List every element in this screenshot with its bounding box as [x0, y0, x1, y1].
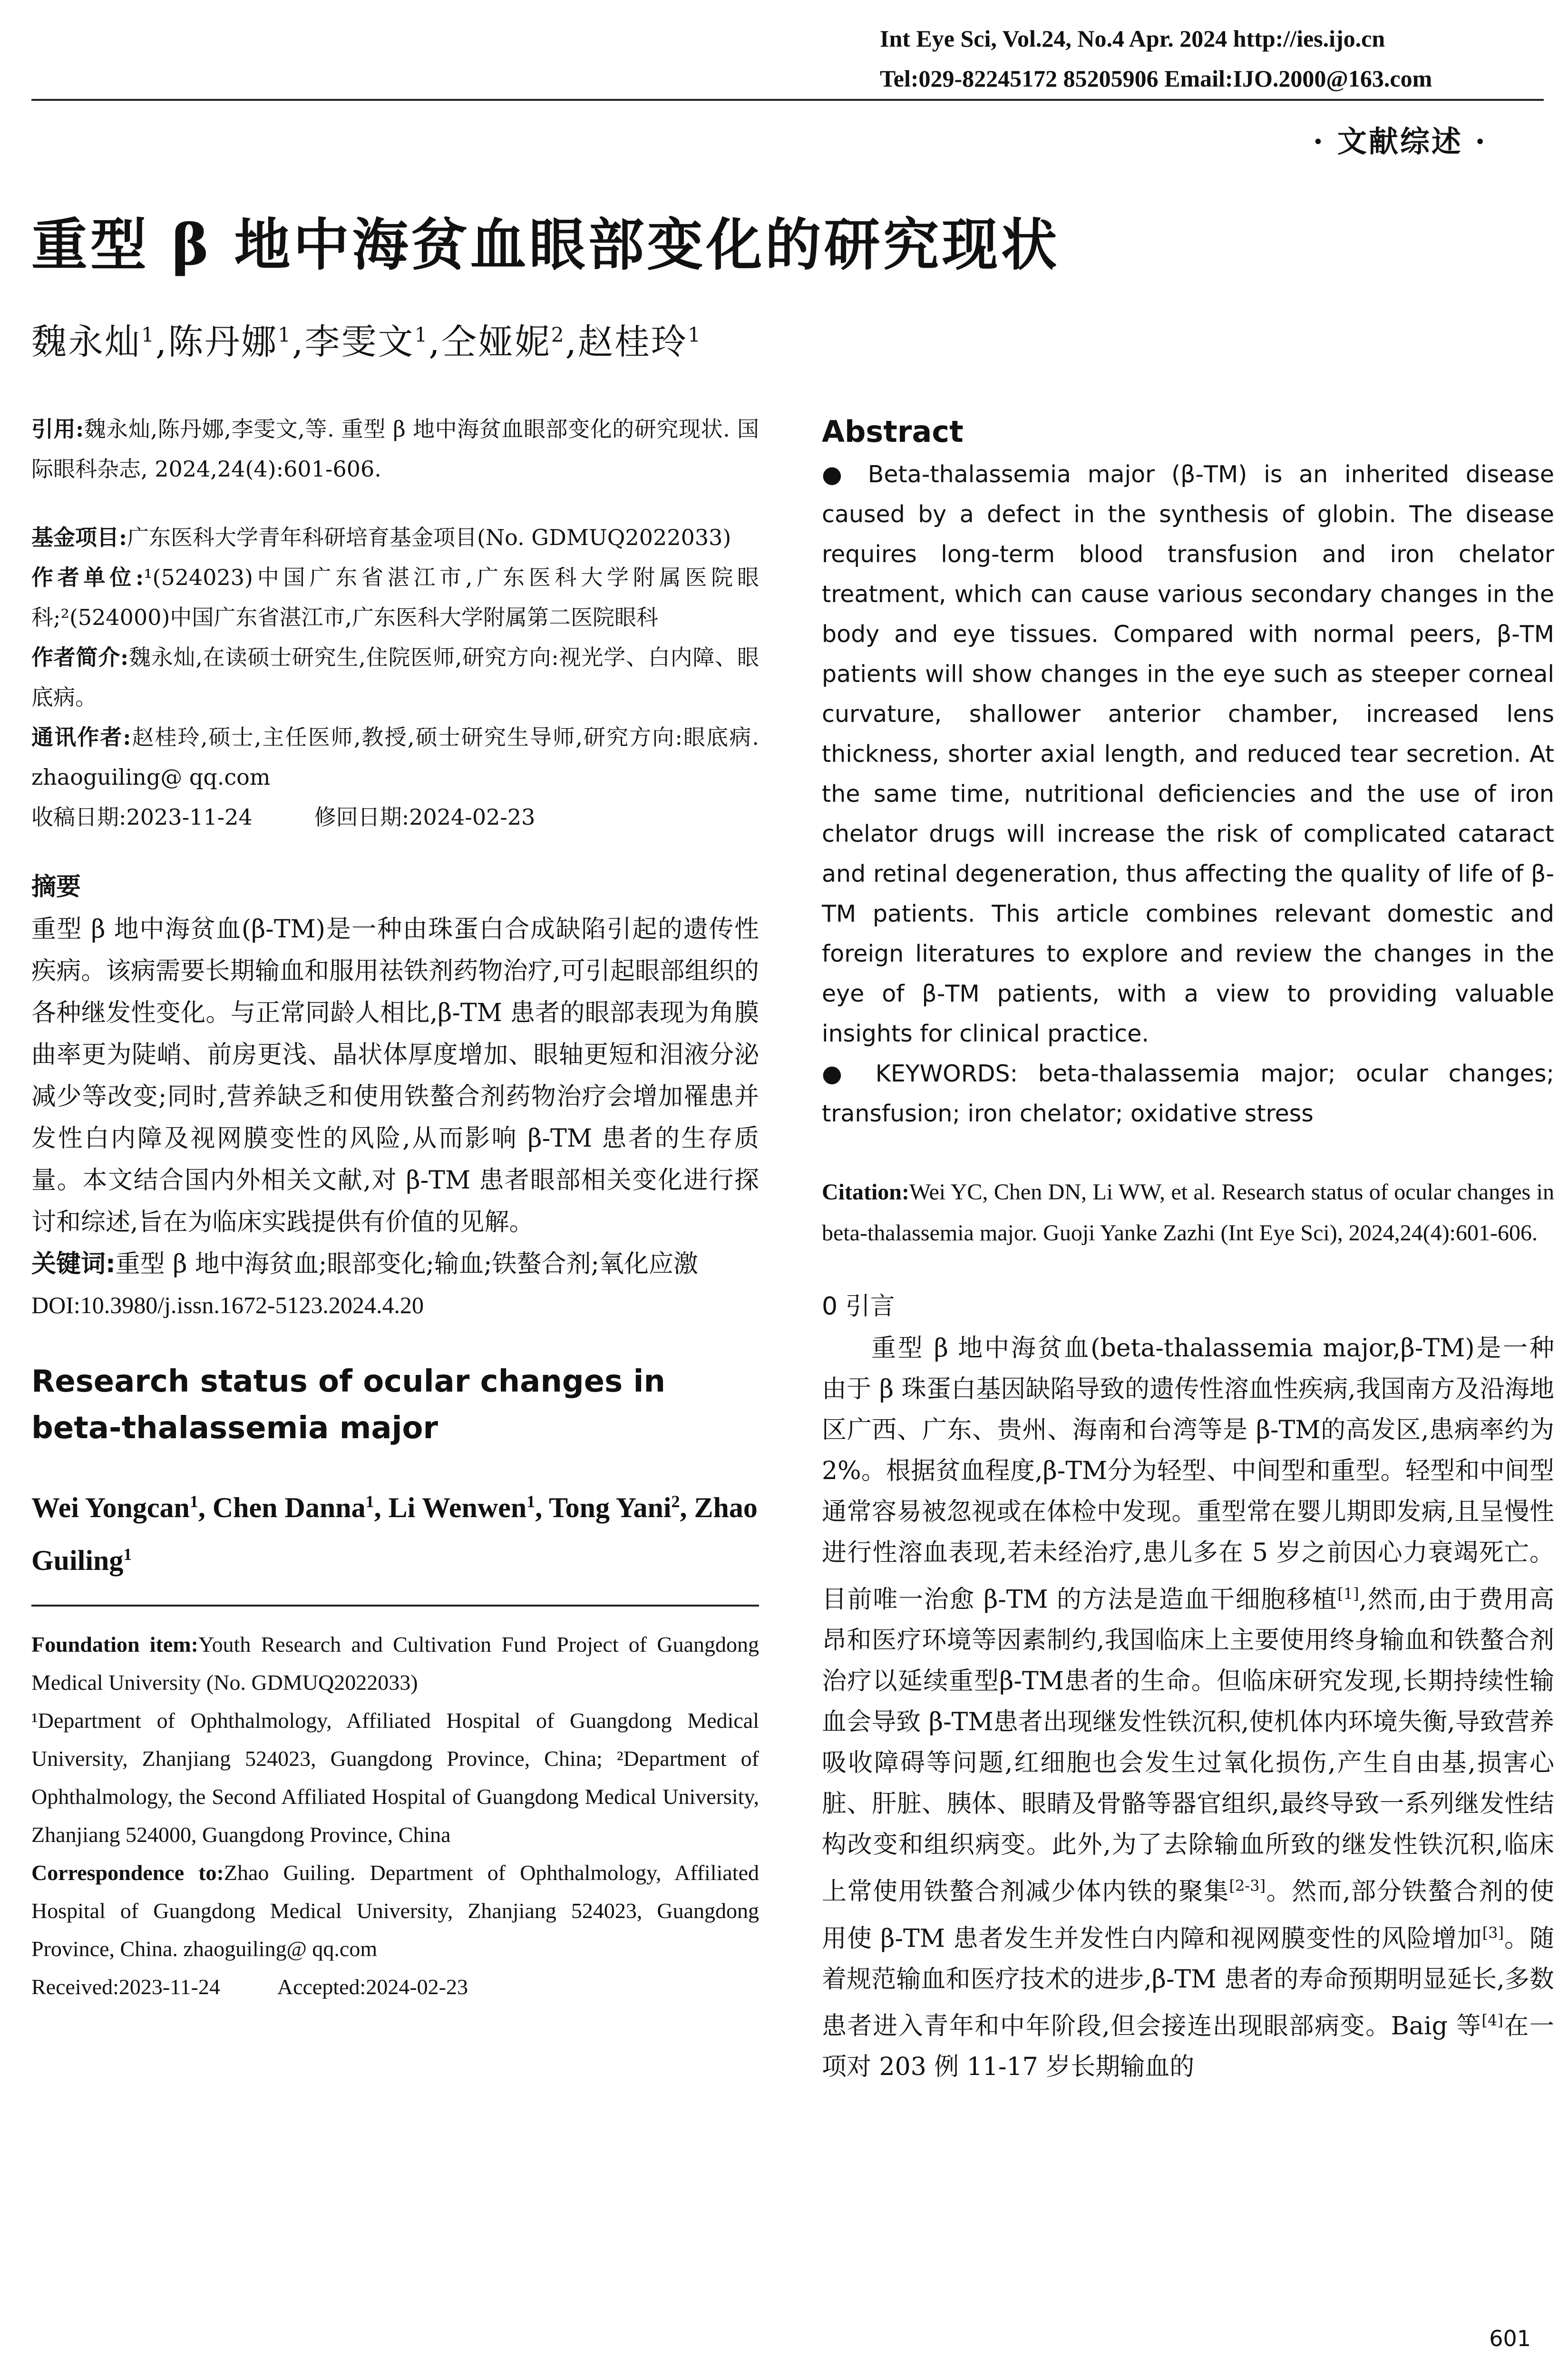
- abstract-cn-body: 重型 β 地中海贫血(β-TM)是一种由珠蛋白合成缺陷引起的遗传性疾病。该病需要长期输血和服用祛铁剂药物治疗,可引起眼部组织的各种继发性变化。与正常同龄人相比,β-TM 患者的眼部表现为角膜曲率更为陡峭、前房更浅、晶状体厚度增加、眼轴更短和泪液分泌减少等改变;同时,营养缺乏和使用铁螯合剂药物治疗会增加罹患并发性白内障及视网膜变性的风险,从而影响 β-TM 患者的生存质量。本文结合国内外相关文献,对 β-TM 患者眼部相关变化进行探讨和综述,旨在为临床实践提供有价值的见解。: [31, 915, 759, 1237]
- author-name-en: Li Wenwen: [388, 1492, 527, 1523]
- correspondence-en: [31, 1854, 759, 1968]
- keywords-en: ● KEYWORDS: beta-thalassemia major; ocular changes; transfusion; iron chelator; oxidative stress: [822, 1060, 1554, 1127]
- intro-text: ,然而,由于费用高昂和医疗环境等因素制约,我国临床上主要使用终身输血和铁螯合剂治疗以延续重型β-TM患者的生命。但临床研究发现,长期持续性输血会导致 β-TM患者出现继发性铁沉积,使机体内环境失衡,导致营养吸收障碍等问题,红细胞也会发生过氧化损伤,产生自由基,损害心脏、肝脏、胰体、眼睛及骨骼等器官组织,最终导致一系列继发性结构改变和组织病变。此外,为了去除输血所致的继发性铁沉积,临床上常使用铁螯合剂减少体内铁的聚集: [822, 1585, 1554, 1906]
- unit-text: ¹(524023)中国广东省湛江市,广东医科大学附属医院眼科;²(524000)中国广东省湛江市,广东医科大学附属第二医院眼科: [31, 565, 759, 630]
- author-aff: 1: [414, 323, 429, 347]
- reference-marker: [3]: [1482, 1923, 1504, 1942]
- foundation-text: Youth Research and Cultivation Fund Project of Guangdong Medical University (No. GDMUQ2022033): [31, 1632, 760, 1695]
- abstract-cn-heading: 摘要: [31, 873, 81, 901]
- author-name: 陈丹娜: [168, 321, 278, 362]
- abstract-en-body: ● Beta-thalassemia major (β-TM) is an inherited disease caused by a defect in the synthesis of globin. The disease requires long-term blood transfusion and iron chelator treatment, which can cause various secondary changes in the body and eye tissues. Compared with normal peers, β-TM patients will show changes in the eye such as steeper corneal curvature, shallower anterior chamber, increased lens thickness, shorter axial length, and reduced tear secretion. At the same time, nutritional deficiencies and the use of iron chelator drugs will increase the risk of complicated cataract and retinal degeneration, thus affecting the quality of life of β-TM patients. This article combines relevant domestic and foreign literatures to explore and review the changes in the eye of β-TM patients, with a view to providing valuable insights for clinical practice.: [822, 461, 1554, 1047]
- author-aff-en: 1: [365, 1492, 374, 1511]
- author-name: 仝娅妮: [441, 321, 551, 362]
- correspondence-text: Zhao Guiling. Department of Ophthalmology, Affiliated Hospital of Guangdong Medical University, Zhanjiang 524023, Guangdong Province, China. zhaoguiling@ qq.com: [31, 1861, 759, 1961]
- foundation-label: Foundation item:: [31, 1632, 198, 1656]
- journal-contact-line: Tel:029-82245172 85205906 Email:IJO.2000@163.com: [880, 65, 1432, 92]
- reference-marker: [4]: [1481, 2011, 1503, 2029]
- intro-paragraph: [822, 1328, 1554, 2087]
- journal-header-line: Int Eye Sci, Vol.24, No.4 Apr. 2024 http://ies.ijo.cn: [880, 25, 1385, 52]
- author-aff: 2: [551, 323, 565, 347]
- left-column: [31, 409, 759, 2006]
- keywords-cn: [31, 1243, 759, 1285]
- fund-label: 基金项目:: [31, 525, 127, 550]
- author-list-en: Wei Yongcan$^1$, Chen Danna$^1$, Li Wenwen$^1$, Tong Yani$^2$, Zhao Guiling$^1$: [31, 1492, 758, 1576]
- author-name: 李雯文: [304, 321, 415, 362]
- citation-cn-text: 魏永灿,陈丹娜,李雯文,等. 重型 β 地中海贫血眼部变化的研究现状. 国际眼科杂志, 2024,24(4):601-606.: [31, 416, 759, 482]
- author-aff-en: 1: [189, 1492, 198, 1511]
- accepted-en-label: Accepted:: [277, 1975, 366, 1999]
- accepted-en-date: 2024-02-23: [366, 1975, 468, 1999]
- corr-text: 赵桂玲,硕士,主任医师,教授,硕士研究生导师,研究方向:眼底病. zhaoguiling@ qq.com: [31, 724, 759, 790]
- article-title-en: Research status of ocular changes in beta-thalassemia major: [31, 1364, 665, 1446]
- section-tag: · 文献综述 ·: [1313, 124, 1487, 159]
- author-name-en: Zhao Guiling: [31, 1492, 758, 1576]
- dates-cn: [31, 797, 759, 837]
- author-aff-en: 1: [526, 1492, 536, 1511]
- author-bio: [31, 637, 759, 717]
- bio-label: 作者简介:: [31, 644, 129, 670]
- revised-date: 2024-02-23: [409, 804, 536, 830]
- dates-en: [31, 1968, 759, 2006]
- author-unit: [31, 557, 759, 637]
- abstract-en-heading: Abstract: [822, 414, 964, 449]
- citation-cn: [31, 409, 759, 489]
- author-aff: 1: [278, 323, 292, 347]
- author-name: 魏永灿: [31, 321, 141, 362]
- author-list-cn: 魏永灿$^1$,陈丹娜$^1$,李雯文$^1$,仝娅妮$^2$,赵桂玲$^1$: [31, 321, 702, 362]
- corresponding-author: [31, 717, 759, 797]
- header-rule: [31, 99, 1544, 101]
- author-aff: 1: [141, 323, 156, 347]
- received-en-date: 2023-11-24: [118, 1975, 220, 1999]
- affiliations-en: ¹Department of Ophthalmology, Affiliated Hospital of Guangdong Medical University, Zhanjiang 524023, Guangdong Province, China; ²Department of Ophthalmology, the Second Affiliated Hospital of Guangdong Medical University, Zhanjiang 524000, Guangdong Province, China: [31, 1708, 759, 1847]
- citation-en-label: Citation:: [822, 1179, 909, 1205]
- intro-heading: 0 引言: [822, 1292, 895, 1321]
- correspondence-label: Correspondence to:: [31, 1861, 224, 1885]
- article-title-cn: 重型 β 地中海贫血眼部变化的研究现状: [31, 212, 1060, 278]
- intro-text: 重型 β 地中海贫血(beta-thalassemia major,β-TM)是一种由于 β 珠蛋白基因缺陷导致的遗传性溶血性疾病,我国南方及沿海地区广西、广东、贵州、海南和台湾等是 β-TM的高发区,患病率约为 2%。根据贫血程度,β-TM分为轻型、中间型和重型。轻型和中间型通常容易被忽视或在体检中发现。重型常在婴儿期即发病,且呈慢性进行性溶血表现,若未经治疗,患儿多在 5 岁之前因心力衰竭死亡。目前唯一治愈 β-TM 的方法是造血干细胞移植: [822, 1334, 1554, 1614]
- citation-en: [822, 1172, 1554, 1254]
- fund-text: 广东医科大学青年科研培育基金项目(No. GDMUQ2022033): [127, 525, 731, 550]
- intro-text: 在一项对 203 例 11-17 岁长期输血的: [822, 2012, 1554, 2082]
- citation-cn-label: 引用:: [31, 416, 84, 442]
- author-aff: 1: [688, 323, 702, 347]
- keywords-cn-text: 重型 β 地中海贫血;眼部变化;输血;铁螯合剂;氧化应激: [115, 1250, 698, 1278]
- foundation-en: [31, 1626, 759, 1702]
- unit-label: 作者单位:: [31, 565, 144, 590]
- intro-text: 。随着规范输血和医疗技术的进步,β-TM 患者的寿命预期明显延长,多数患者进入青年和中年阶段,但会接连出现眼部病变。Baig 等: [822, 1924, 1554, 2041]
- keywords-cn-label: 关键词:: [31, 1250, 116, 1278]
- section-rule: [31, 1605, 759, 1607]
- author-name-en: Wei Yongcan: [31, 1492, 190, 1523]
- reference-marker: [1]: [1337, 1585, 1359, 1603]
- author-name-en: Tong Yani: [549, 1492, 672, 1523]
- bio-text: 魏永灿,在读硕士研究生,住院医师,研究方向:视光学、白内障、眼底病。: [31, 644, 759, 710]
- author-name: 赵桂玲: [578, 321, 688, 362]
- page-number: 601: [1489, 2326, 1531, 2351]
- received-en-label: Received:: [31, 1975, 119, 1999]
- doi: DOI:10.3980/j.issn.1672-5123.2024.4.20: [31, 1292, 424, 1318]
- right-column: [822, 409, 1554, 2087]
- received-label: 收稿日期:: [31, 804, 127, 830]
- corr-label: 通讯作者:: [31, 724, 131, 750]
- author-aff-en: 2: [671, 1492, 680, 1511]
- author-name-en: Chen Danna: [212, 1492, 366, 1523]
- author-aff-en: 1: [123, 1545, 132, 1564]
- citation-en-text: Wei YC, Chen DN, Li WW, et al. Research status of ocular changes in beta-thalassemia major. Guoji Yanke Zazhi (Int Eye Sci), 2024,24(4):601-606.: [822, 1179, 1554, 1246]
- fund-info: [31, 517, 759, 557]
- received-date: 2023-11-24: [126, 804, 253, 830]
- revised-label: 修回日期:: [314, 804, 409, 830]
- reference-marker: [2-3]: [1229, 1877, 1266, 1895]
- intro-text: 。然而,部分铁螯合剂的使用使 β-TM 患者发生并发性白内障和视网膜变性的风险增加: [822, 1877, 1554, 1953]
